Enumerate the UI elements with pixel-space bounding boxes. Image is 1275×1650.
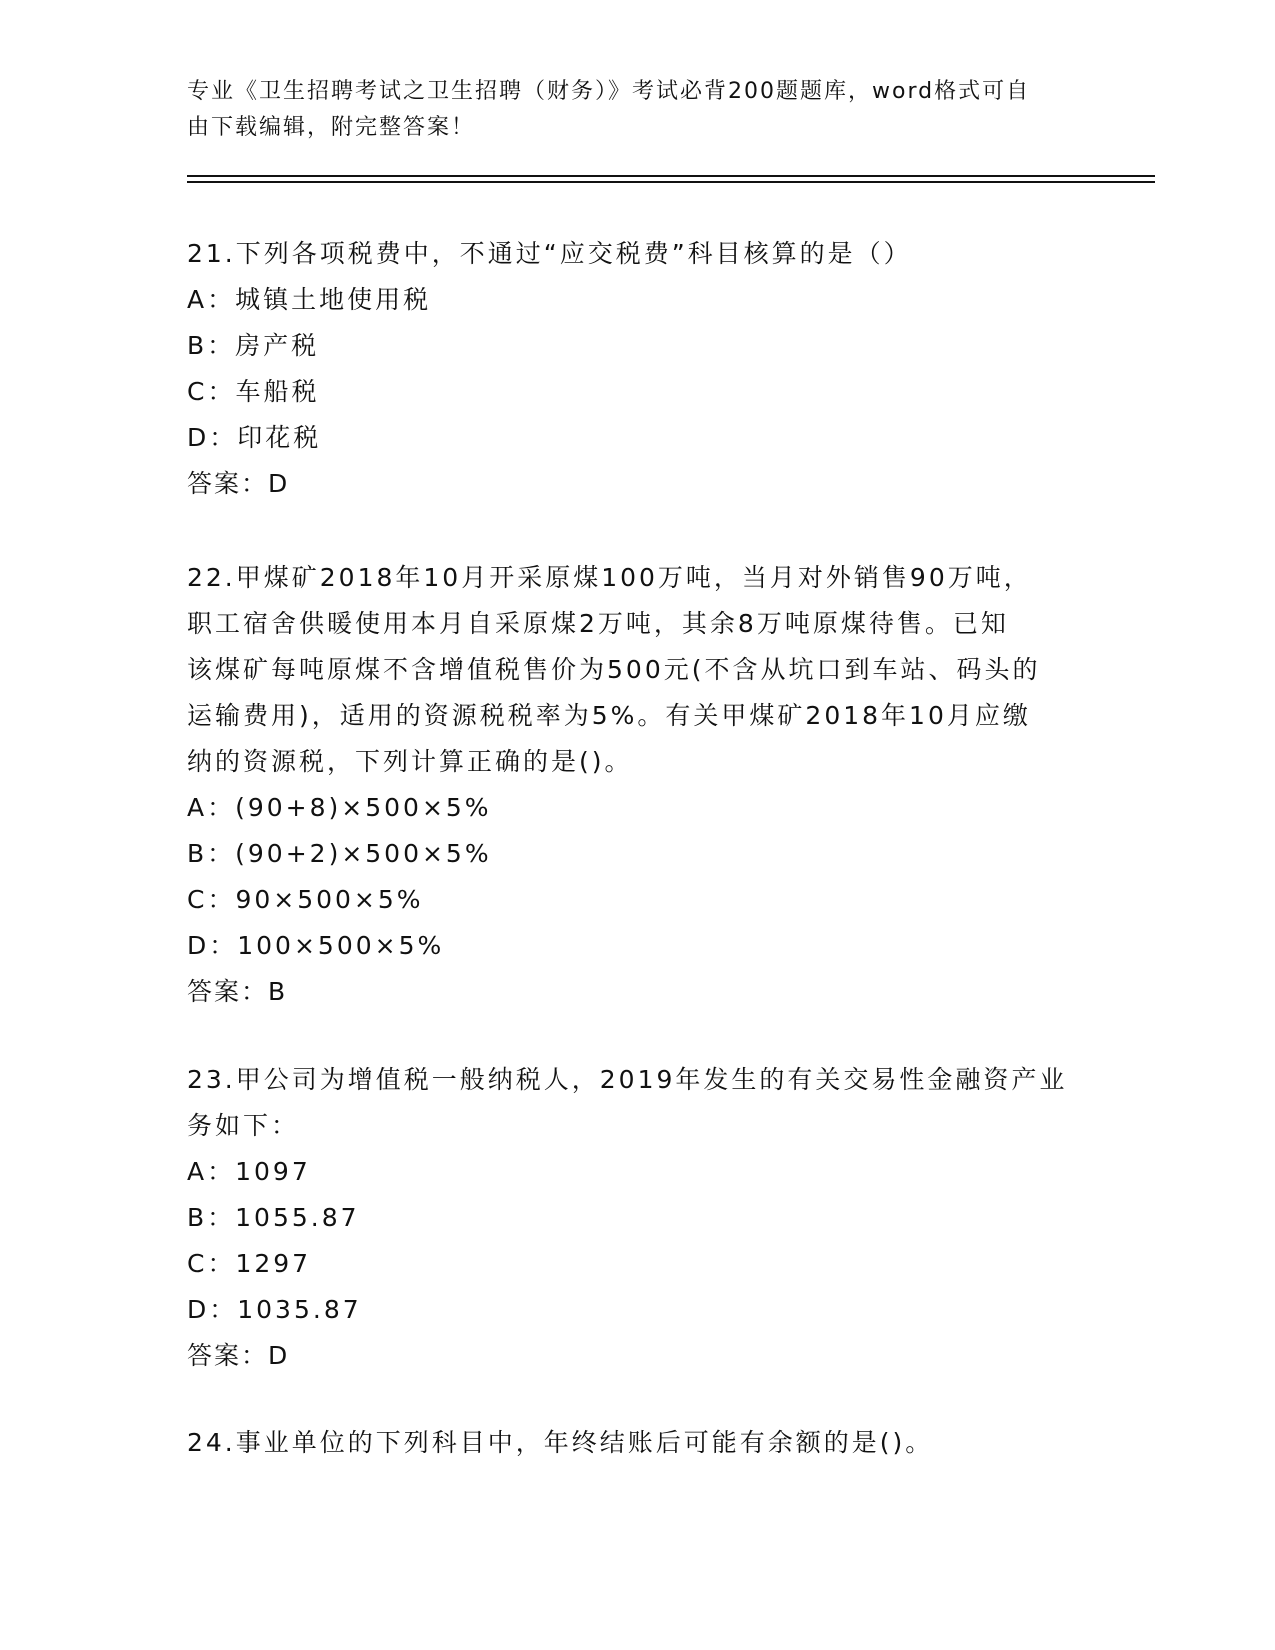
question-23 <box>187 1057 1087 1379</box>
question-stem-line: 该煤矿每吨原煤不含增值税售价为500元(不含从坑口到车站、码头的 <box>187 655 1041 684</box>
option-a: A：1097 <box>187 1157 311 1186</box>
option-c: C：1297 <box>187 1249 312 1278</box>
header-divider-bottom <box>187 181 1155 183</box>
option-b: B：1055.87 <box>187 1203 360 1232</box>
question-stem-line: 运输费用)，适用的资源税税率为5%。有关甲煤矿2018年10月应缴 <box>187 701 1031 730</box>
question-stem-line: 务如下： <box>187 1111 300 1140</box>
document-header <box>187 74 1087 146</box>
question-22 <box>187 555 1087 1015</box>
question-stem-line: 纳的资源税，下列计算正确的是()。 <box>187 747 633 776</box>
option-d: D：1035.87 <box>187 1295 362 1324</box>
header-line-1: 专业《卫生招聘考试之卫生招聘（财务）》考试必背200题题库，word格式可自 <box>187 79 1031 104</box>
question-stem-line: 23.甲公司为增值税一般纳税人，2019年发生的有关交易性金融资产业 <box>187 1065 1068 1094</box>
question-stem-line: 24.事业单位的下列科目中，年终结账后可能有余额的是()。 <box>187 1428 934 1457</box>
option-b: B：房产税 <box>187 331 320 360</box>
option-a: A：(90+8)×500×5% <box>187 793 492 822</box>
question-stem-line: 21.下列各项税费中，不通过“应交税费”科目核算的是（） <box>187 239 912 268</box>
question-stem-line: 职工宿舍供暖使用本月自采原煤2万吨，其余8万吨原煤待售。已知 <box>187 609 1009 638</box>
answer: 答案：D <box>187 1341 290 1370</box>
question-21 <box>187 231 1087 507</box>
option-a: A：城镇土地使用税 <box>187 285 432 314</box>
answer: 答案：B <box>187 977 288 1006</box>
header-divider-top <box>187 175 1155 177</box>
question-stem-line: 22.甲煤矿2018年10月开采原煤100万吨，当月对外销售90万吨， <box>187 563 1032 592</box>
option-b: B：(90+2)×500×5% <box>187 839 492 868</box>
option-d: D：印花税 <box>187 423 322 452</box>
option-c: C：车船税 <box>187 377 320 406</box>
question-24 <box>187 1420 1087 1466</box>
option-c: C：90×500×5% <box>187 885 424 914</box>
answer: 答案：D <box>187 469 290 498</box>
option-d: D：100×500×5% <box>187 931 445 960</box>
header-line-2: 由下载编辑，附完整答案！ <box>187 115 476 140</box>
